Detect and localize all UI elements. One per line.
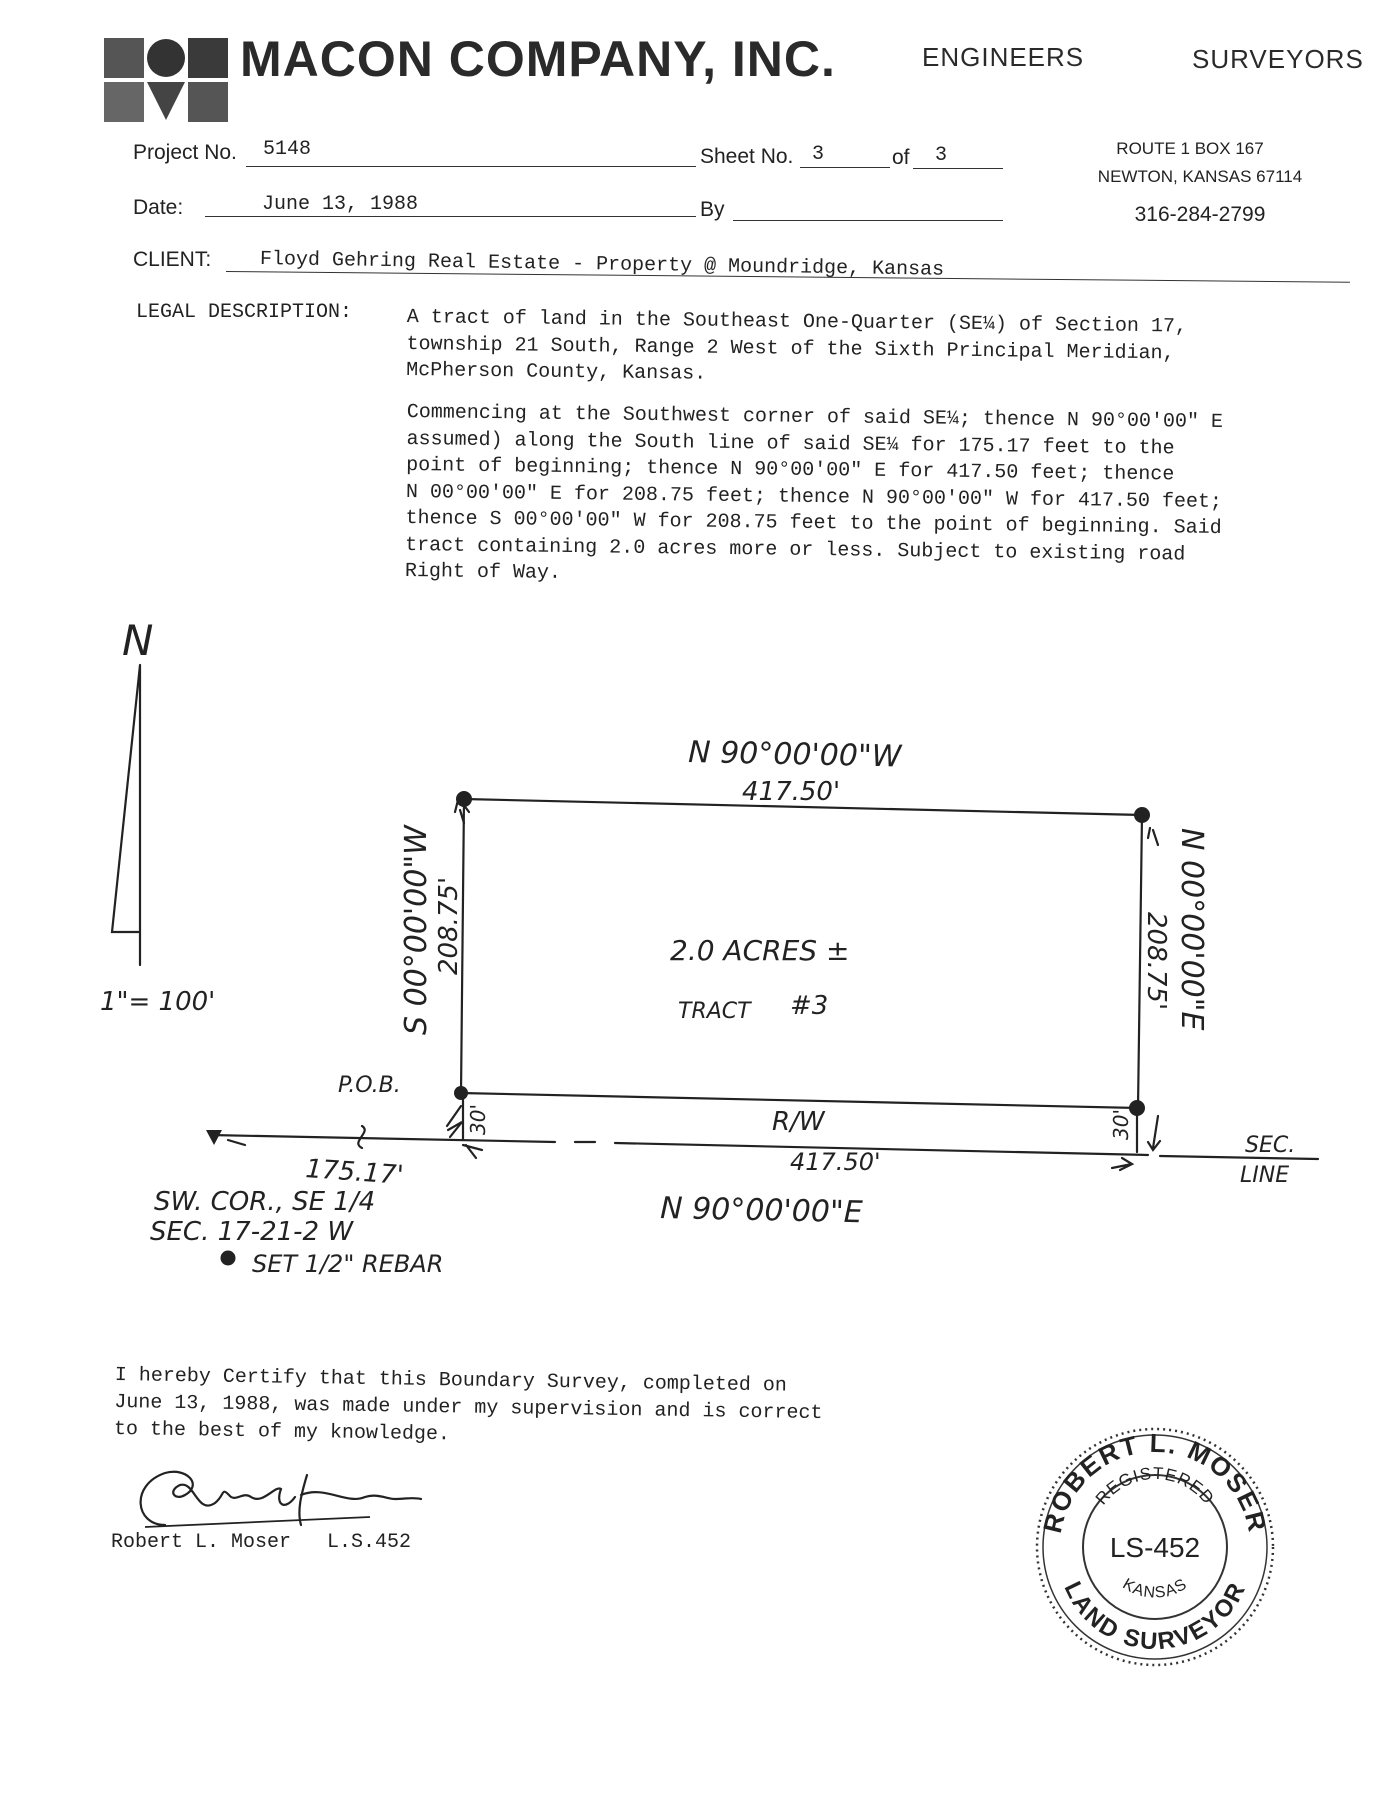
row-label: R/W [772,1107,825,1137]
legal-line: N 00°00'00" E for 208.75 feet; thence N 90°00'00" W for 417.50 feet; [405,480,1223,514]
company-name: MACON COMPANY, INC. [240,31,836,87]
certification-text [114,1362,823,1454]
bottom-bearing: N 90°00'00"E [659,1191,864,1231]
surveyors-heading: SURVEYORS [1192,44,1364,74]
sheet-total-underline [913,168,1003,169]
right-distance: 208.75' [1141,912,1171,1011]
plat-drawing [0,600,1390,1290]
seal-title: LAND SURVEYOR [1058,1577,1252,1656]
rebar-legend-icon [221,1251,236,1266]
sheet-label: Sheet No. [700,145,794,168]
left-bearing: S 00°00'00"W [399,825,434,1035]
certification-line: June 13, 1988, was made under my supervision and is correct [114,1390,823,1426]
legal-line: Commencing at the Southwest corner of said SE¼; thence N 90°00'00" E [406,400,1224,434]
date-label: Date: [133,196,184,219]
left-distance: 208.75' [434,876,464,975]
address-line-2: NEWTON, KANSAS 67114 [1097,167,1303,186]
sheet-underline [800,167,890,168]
rebar-marker-icon [1134,807,1150,823]
signature-icon [125,1455,425,1535]
by-label: By [700,198,725,221]
rebar-legend: SET 1/2" REBAR [252,1250,444,1278]
sec-line-label-1: SEC. [1245,1133,1296,1158]
legal-line: McPherson County, Kansas. [406,358,707,386]
legal-paragraph-2 [405,400,1223,595]
top-distance: 417.50' [742,777,841,807]
legal-line: tract containing 2.0 acres more or less. Subject to existing road [405,533,1186,567]
row-width-left: 30' [466,1104,490,1135]
address-line-1: ROUTE 1 BOX 167 [1116,139,1264,158]
acres-label: 2.0 ACRES ± [670,934,850,967]
legal-description-label: LEGAL DESCRIPTION: [136,301,353,324]
right-bearing: N 00°00'00"E [1174,828,1209,1031]
legal-line: assumed) along the South line of said SE¼ for 175.17 feet to the [406,427,1175,460]
sw-corner-label: SW. COR., SE 1/4 [154,1187,376,1217]
legal-line: thence S 00°00'00" W for 208.75 feet to the point of beginning. Said [405,506,1222,540]
pob-label: P.O.B. [338,1073,401,1098]
rebar-marker-icon [454,1086,468,1100]
seal-name: ROBERT L. MOSER [1036,1427,1274,1536]
north-label: N [122,616,154,665]
company-logo [104,38,228,122]
seal-state: KANSAS [1119,1575,1191,1602]
rebar-marker-icon [456,791,472,807]
project-label: Project No. [133,141,237,164]
phone-number: 316-284-2799 [1134,203,1266,226]
date-underline [205,216,696,217]
project-number: 5148 [263,138,312,161]
signer-name: Robert L. Moser L.S.452 [111,1531,412,1554]
project-underline [246,166,696,167]
legal-line: A tract of land in the Southeast One-Quarter (SE¼) of Section 17, [406,305,1188,339]
bottom-distance: 417.50' [790,1148,881,1176]
sec-line-label-2: LINE [1240,1163,1290,1188]
legal-line: point of beginning; thence N 90°00'00" E for 417.50 feet; thence [406,453,1175,487]
north-arrow-icon [112,665,140,965]
client-value: Floyd Gehring Real Estate - Property @ Moundridge, Kansas [259,248,945,282]
certification-line: to the best of my knowledge. [113,1417,451,1447]
scale-label: 1"= 100' [100,987,216,1017]
tract-label: TRACT [678,999,751,1024]
section-label: SEC. 17-21-2 W [150,1217,354,1247]
legal-line: Right of Way. [404,559,562,585]
legal-paragraph-1 [406,305,1187,394]
sw-corner-marker-icon [206,1130,222,1145]
seal-license: LS-452 [1109,1532,1201,1563]
engineers-heading: ENGINEERS [922,42,1085,72]
sheet-total: 3 [935,144,948,167]
row-width-right: 30' [1109,1109,1133,1140]
date-value: June 13, 1988 [262,193,419,216]
seal-registered: REGISTERED [1091,1463,1219,1509]
certification-line: I hereby Certify that this Boundary Survey, completed on [114,1363,787,1398]
sheet-number: 3 [812,143,825,166]
by-underline [733,220,1003,221]
of-label: of [892,146,910,169]
top-bearing: N 90°00'00"W [687,735,902,775]
client-label: CLIENT: [133,248,212,271]
surveyor-seal [1030,1422,1280,1672]
tract-number: #3 [790,991,829,1021]
legal-line: township 21 South, Range 2 West of the Sixth Principal Meridian, [406,332,1175,365]
offset-distance: 175.17' [304,1154,405,1191]
